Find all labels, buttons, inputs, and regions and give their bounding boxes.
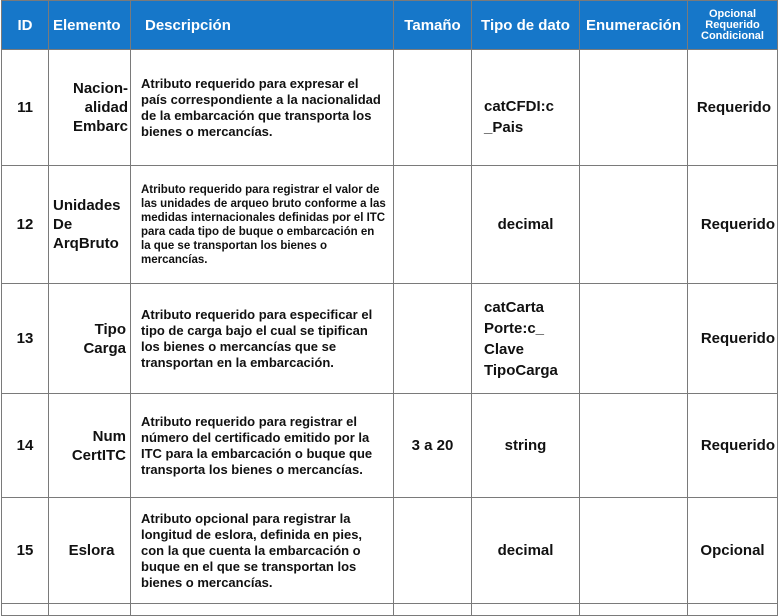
tipo-line: decimal (497, 542, 554, 559)
row-opcional: Requerido (688, 394, 778, 498)
row-tipo (472, 50, 580, 166)
row-elemento (49, 166, 131, 284)
attributes-table (1, 0, 778, 616)
row-tipo (472, 166, 580, 284)
row-opcional: Requerido (688, 50, 778, 166)
header-row (2, 1, 778, 50)
elemento-line: Embarc (72, 118, 128, 135)
tipo-line: catCarta (484, 298, 545, 316)
row-id: 15 (2, 498, 49, 604)
header-tipo-dato: Tipo de dato (472, 1, 580, 50)
table-row (2, 394, 778, 498)
row-opcional: Requerido (688, 166, 778, 284)
tipo-line: Clave (484, 340, 525, 358)
row-descripcion: Atributo requerido para registrar el valor de las unidades de arqueo bruto conforme a las medidas internacionales definidas por el ITC para cada tipo de buque o embarcación en la que se transportan los bienes o mercancías. (131, 166, 394, 284)
row-opcional: Opcional (688, 498, 778, 604)
row-enumeracion (580, 394, 688, 498)
row-tamano (394, 284, 472, 394)
elemento-line: Num (92, 427, 126, 445)
tipo-line: catCFDI:c (484, 97, 555, 115)
header-requerido-line: Requerido (705, 18, 760, 31)
row-id: 14 (2, 394, 49, 498)
row-id: 11 (2, 50, 49, 166)
row-tipo (472, 284, 580, 394)
table-row (2, 50, 778, 166)
row-elemento (49, 498, 131, 604)
row-elemento (49, 394, 131, 498)
tipo-line: string (504, 437, 547, 454)
elemento-line: alidad (84, 99, 128, 116)
row-tamano (394, 498, 472, 604)
elemento-line: Unidades (53, 197, 121, 214)
row-enumeracion (580, 498, 688, 604)
row-tipo (472, 498, 580, 604)
header-id: ID (2, 1, 49, 50)
row-descripcion: Atributo requerido para registrar el número del certificado emitido por la ITC para la embarcación o buque que transporta los bienes o mercancías. (131, 394, 394, 498)
header-tamano: Tamaño (394, 1, 472, 50)
row-descripcion: Atributo opcional para registrar la longitud de eslora, definida en pies, con la que cuenta la embarcación o buque en el que se transportan los bienes o mercancías. (131, 498, 394, 604)
row-id: 13 (2, 284, 49, 394)
header-opcional-line: Opcional (708, 7, 757, 20)
row-enumeracion (580, 284, 688, 394)
elemento-line: Carga (83, 339, 126, 357)
row-enumeracion (580, 166, 688, 284)
row-enumeracion (580, 50, 688, 166)
tipo-line: _Pais (484, 118, 524, 136)
elemento-line: De (53, 216, 73, 233)
table-row (2, 166, 778, 284)
row-opcional: Requerido (688, 284, 778, 394)
header-condicional-line: Condicional (701, 29, 764, 42)
row-id: 12 (2, 166, 49, 284)
row-descripcion: Atributo requerido para expresar el país correspondiente a la nacionalidad de la embarcación que transporta los bienes o mercancías. (131, 50, 394, 166)
table-row (2, 498, 778, 604)
row-descripcion: Atributo requerido para especificar el tipo de carga bajo el cual se tipifican los bienes o mercancías que se transportan en la embarcación. (131, 284, 394, 394)
elemento-line: ArqBruto (53, 235, 119, 252)
elemento-line: CertITC (71, 446, 126, 464)
row-elemento (49, 50, 131, 166)
row-elemento (49, 284, 131, 394)
header-enumeracion: Enumeración (580, 1, 688, 50)
row-tamano (394, 50, 472, 166)
tipo-line: Porte:c_ (484, 319, 545, 337)
header-elemento: Elemento (49, 1, 131, 50)
elemento-line: Tipo (94, 320, 126, 338)
elemento-line: Eslora (68, 542, 115, 559)
table-row (2, 284, 778, 394)
row-tipo (472, 394, 580, 498)
header-descripcion: Descripción (131, 1, 394, 50)
row-tamano: 3 a 20 (394, 394, 472, 498)
elemento-line: Nacion- (72, 80, 128, 97)
row-tamano (394, 166, 472, 284)
tipo-line: TipoCarga (484, 361, 558, 379)
header-opcional-requerido (688, 1, 778, 50)
tipo-line: decimal (497, 216, 554, 233)
